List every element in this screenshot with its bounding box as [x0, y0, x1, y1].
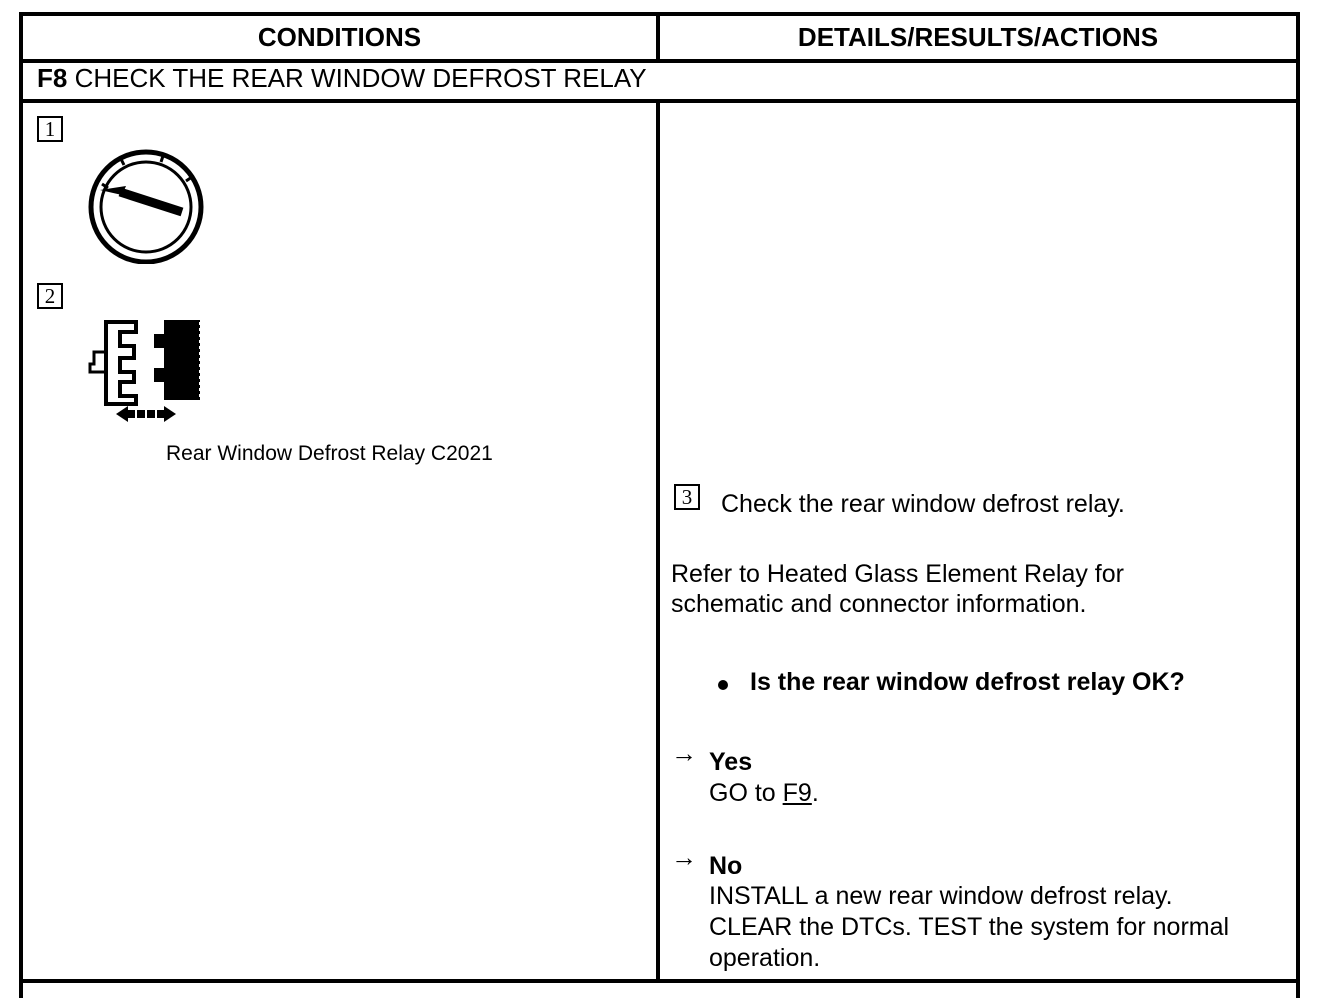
bullet-dot-icon	[718, 680, 728, 690]
yes-arrow-icon: →	[671, 738, 697, 768]
step-3-text: Check the rear window defrost relay.	[721, 490, 1125, 518]
refer-line-1: Refer to Heated Glass Element Relay for	[671, 560, 1124, 588]
table-border-right	[1296, 12, 1300, 998]
step-title: CHECK THE REAR WINDOW DEFROST RELAY	[74, 63, 647, 93]
refer-line-2: schematic and connector information.	[671, 590, 1087, 618]
no-line-1: INSTALL a new rear window defrost relay.	[709, 882, 1173, 910]
step-1-box: 1	[37, 116, 63, 142]
step-title-row	[37, 63, 647, 93]
no-line-3: operation.	[709, 944, 821, 972]
step-id: F8	[37, 63, 68, 93]
yes-action-prefix: GO to	[709, 779, 783, 807]
no-arrow-icon: →	[671, 842, 697, 872]
disconnect-connector-icon	[86, 316, 206, 428]
no-label: No	[709, 852, 743, 880]
yes-label: Yes	[709, 748, 753, 776]
table-border-left	[19, 12, 23, 998]
yes-action-suffix: .	[811, 779, 819, 807]
yes-action	[709, 778, 819, 808]
question-text: Is the rear window defrost relay OK?	[750, 668, 1185, 696]
table-border-bottom	[19, 979, 1300, 983]
no-line-2: CLEAR the DTCs. TEST the system for normal	[709, 913, 1230, 941]
header-details: DETAILS/RESULTS/ACTIONS	[797, 22, 1159, 52]
column-divider-body	[656, 99, 660, 982]
relay-caption: Rear Window Defrost Relay C2021	[166, 442, 493, 465]
step-2-box: 2	[37, 283, 63, 309]
go-to-f9-link[interactable]: F9	[782, 779, 812, 807]
ignition-switch-off-icon	[86, 148, 206, 264]
header-conditions: CONDITIONS	[257, 22, 422, 52]
step-3-box: 3	[674, 484, 700, 510]
